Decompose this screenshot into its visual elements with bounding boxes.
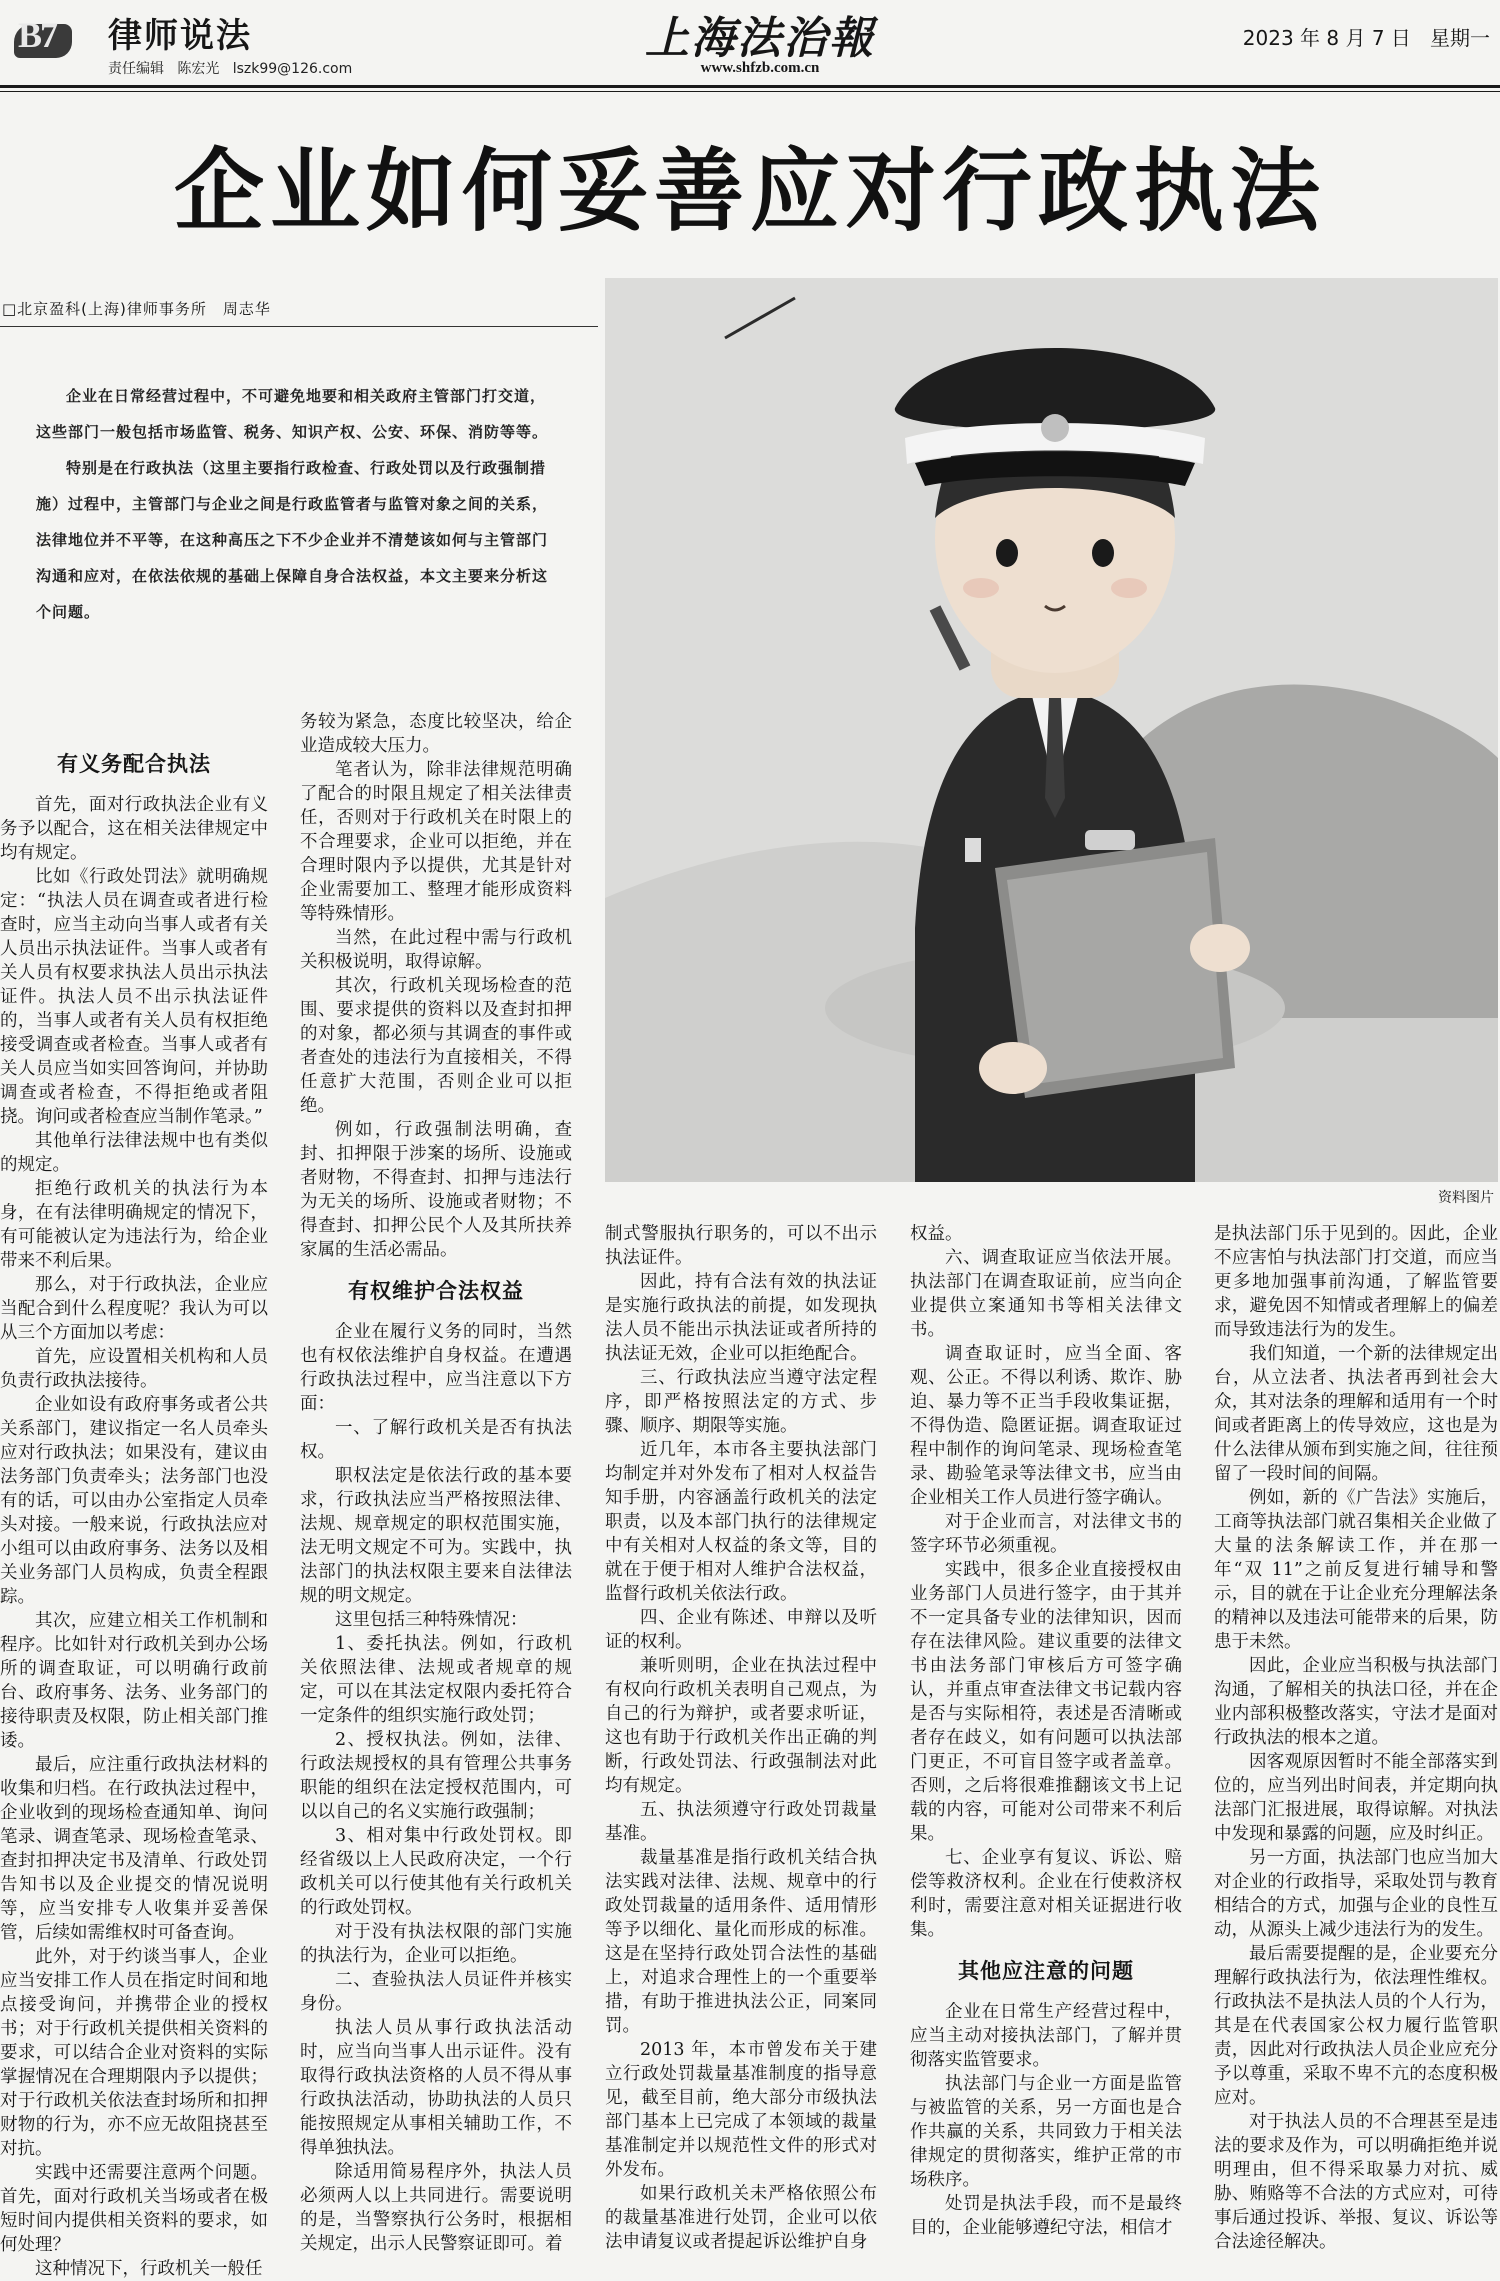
body-paragraph: 因客观原因暂时不能全部落实到位的，应当列出时间表，并定期向执法部门汇报进展，取得谅解。对执法中发现和暴露的问题，应及时纠正。 (1214, 1752, 1498, 1844)
body-paragraph: 其他单行法律法规中也有类似的规定。 (0, 1131, 268, 1175)
body-paragraph: 首先，面对行政执法企业有义务予以配合，这在相关法律规定中均有规定。 (0, 795, 268, 863)
body-paragraph: 对于执法人员的不合理甚至是违法的要求及作为，可以明确拒绝并说明理由，但不得采取暴力对抗、威胁、贿赂等不合法的方式应对，可待事后通过投诉、举报、复议、诉讼等合法途径解决。 (1214, 2112, 1498, 2252)
lead-paragraph: 特别是在行政执法（这里主要指行政检查、行政处罚以及行政强制措施）过程中，主管部门与企业之间是行政监管者与监管对象之间的关系，法律地位并不平等，在这种高压之下不少企业并不清楚该如何与主管部门沟通和应对，在依法依规的基础上保障自身合法权益，本文主要来分析这个问题。 (36, 459, 549, 621)
header-rule-thin (0, 91, 1500, 92)
body-paragraph: 最后需要提醒的是，企业要充分理解行政执法行为，依法理性维权。行政执法不是执法人员的个人行为，其是在代表国家公权力履行监管职责，因此对行政执法人员企业应充分予以尊重，采取不卑不亢的态度积极应对。 (1214, 1944, 1498, 2108)
body-paragraph: 另一方面，执法部门也应当加大对企业的行政指导，采取处罚与教育相结合的方式，加强与企业的良性互动，从源头上减少违法行为的发生。 (1214, 1848, 1498, 1940)
body-paragraph: 裁量基准是指行政机关结合执法实践对法律、法规、规章中的行政处罚裁量的适用条件、适用情形等予以细化、量化而形成的标准。这是在坚持行政处罚合法性的基础上，对追求合理性上的一个重要举措，有助于推进执法公正，同案同罚。 (605, 1848, 877, 2036)
body-paragraph: 执法部门与企业一方面是监管与被监管的关系，另一方面也是合作共赢的关系，共同致力于相关法律规定的贯彻落实，维护正常的市场秩序。 (910, 2074, 1182, 2190)
section-heading: 有义务配合执法 (57, 752, 211, 776)
body-paragraph: 此外，对于约谈当事人，企业应当安排工作人员在指定时间和地点接受询问，并携带企业的授权书；对于行政机关提供相关资料的要求，可以结合企业对资料的实际掌握情况在合理期限内予以提供；对于行政机关依法查封场所和扣押财物的行为，亦不应无故阻挠甚至对抗。 (0, 1947, 268, 2159)
page-number: B7 (18, 15, 57, 55)
section-heading: 其他应注意的问题 (958, 1959, 1134, 1983)
body-paragraph: 比如《行政处罚法》就明确规定：“执法人员在调查或者进行检查时，应当主动向当事人或者有关人员出示执法证件。当事人或者有关人员有权要求执法人员出示执法证件。执法人员不出示执法证件的，当事人或者有关人员有权拒绝接受调查或者检查。当事人或者有关人员应当如实回答询问，并协助调查或者检查，不得拒绝或者阻挠。询问或者检查应当制作笔录。” (0, 867, 268, 1127)
body-paragraph: 这里包括三种特殊情况： (335, 1610, 528, 1630)
body-paragraph: 制式警服执行职务的，可以不出示执法证件。 (605, 1224, 877, 1268)
body-paragraph: 当然，在此过程中需与行政机关积极说明，取得谅解。 (300, 928, 572, 972)
body-paragraph: 处罚是执法手段，而不是最终目的，企业能够遵纪守法，相信才 (910, 2194, 1182, 2238)
body-paragraph: 2、授权执法。例如，法律、行政法规授权的具有管理公共事务职能的组织在法定授权范围内，可以以自己的名义实施行政强制； (300, 1730, 572, 1822)
body-paragraph: 七、企业享有复议、诉讼、赔偿等救济权利。企业在行使救济权利时，需要注意对相关证据进行收集。 (910, 1848, 1182, 1940)
body-paragraph: 权益。 (910, 1224, 963, 1244)
photo-credit: 资料图片 (1438, 1190, 1494, 1206)
body-paragraph: 因此，企业应当积极与执法部门沟通，了解相关的执法口径，并在企业内部积极整改落实，守法才是面对行政执法的根本之道。 (1214, 1656, 1498, 1748)
body-paragraph: 例如，行政强制法明确，查封、扣押限于涉案的场所、设施或者财物，不得查封、扣押与违法行为无关的场所、设施或者财物；不得查封、扣押公民个人及其所扶养家属的生活必需品。 (300, 1120, 572, 1260)
body-paragraph: 实践中，很多企业直接授权由业务部门人员进行签字，由于其并不一定具备专业的法律知识，因而存在法律风险。建议重要的法律文书由法务部门审核后方可签字确认，并重点审查法律文书记载内容是否与实际相符，表述是否清晰或者存在歧义，如有问题可以执法部门更正，不可盲目签字或者盖章。否则，之后将很难推翻该文书上记载的内容，可能对公司带来不利后果。 (910, 1560, 1182, 1844)
article-headline: 企业如何妥善应对行政执法 (174, 139, 1326, 244)
editor-name: 陈宏光 (177, 61, 220, 77)
body-paragraph: 笔者认为，除非法律规范明确了配合的时限且规定了相关法律责任，否则对于行政机关在时限上的不合理要求，企业可以拒绝，并在合理时限内予以提供，尤其是针对企业需要加工、整理才能形成资料等特殊情形。 (300, 760, 572, 924)
body-paragraph: 三、行政执法应当遵守法定程序，即严格按照法定的方式、步骤、顺序、期限等实施。 (605, 1368, 877, 1436)
header-rule (0, 85, 1500, 88)
body-paragraph: 其次，应建立相关工作机制和程序。比如针对行政机关到办公场所的调查取证，可以明确行政前台、政府事务、法务、业务部门的接待职责及权限，防止相关部门推诿。 (0, 1611, 268, 1751)
body-paragraph: 首先，应设置相关机构和人员负责行政执法接待。 (0, 1347, 268, 1391)
body-paragraph: 因此，持有合法有效的执法证是实施行政执法的前提，如发现执法人员不能出示执法证或者所持的执法证无效，企业可以拒绝配合。 (605, 1272, 877, 1364)
editor-line (108, 58, 352, 78)
body-paragraph: 执法人员从事行政执法活动时，应当向当事人出示证件。没有取得行政执法资格的人员不得从事行政执法活动，协助执法的人员只能按照规定从事相关辅助工作，不得单独执法。 (300, 2018, 572, 2158)
body-paragraph: 3、相对集中行政处罚权。即经省级以上人民政府决定，一个行政机关可以行使其他有关行政机关的行政处罚权。 (300, 1826, 572, 1918)
body-paragraph: 六、调查取证应当依法开展。执法部门在调查取证前，应当向企业提供立案通知书等相关法律文书。 (910, 1248, 1182, 1340)
body-paragraph: 对于企业而言，对法律文书的签字环节必须重视。 (910, 1512, 1182, 1556)
byline-rule (0, 326, 598, 327)
body-paragraph: 实践中还需要注意两个问题。首先，面对行政机关当场或者在极短时间内提供相关资料的要求，如何处理？ (0, 2163, 268, 2255)
body-paragraph: 最后，应注重行政执法材料的收集和归档。在行政执法过程中，企业收到的现场检查通知单、询问笔录、调查笔录、现场检查笔录、查封扣押决定书及清单、行政处罚告知书以及企业提交的情况说明等，应当安排专人收集并妥善保管，后续如需维权时可备查询。 (0, 1755, 268, 1943)
body-paragraph: 例如，新的《广告法》实施后，工商等执法部门就召集相关企业做了大量的法条解读工作，并在那一年“双 11”之前反复进行辅导和警示，目的就在于让企业充分理解法条的精神以及违法可能带来的后果，防患于未然。 (1214, 1488, 1498, 1652)
police-officer-illustration (605, 278, 1498, 1182)
page-number-badge (14, 15, 74, 56)
body-paragraph: 职权法定是依法行政的基本要求，行政执法应当严格按照法律、法规、规章规定的职权范围实施，法无明文规定不可为。实践中，执法部门的执法权限主要来自法律法规的明文规定。 (300, 1466, 572, 1606)
body-paragraph: 四、企业有陈述、申辩以及听证的权利。 (605, 1608, 877, 1652)
body-paragraph: 这种情况下，行政机关一般任 (35, 2259, 263, 2279)
weekday-text: 星期一 (1430, 26, 1490, 50)
body-paragraph: 2013 年，本市曾发布关于建立行政处罚裁量基准制度的指导意见，截至目前，绝大部分市级执法部门基本上已完成了本领域的裁量基准制定并以规范性文件的形式对外发布。 (605, 2040, 877, 2180)
article-illustration (605, 278, 1498, 1182)
body-paragraph: 其次，行政机关现场检查的范围、要求提供的资料以及查封扣押的对象，都必须与其调查的事件或者查处的违法行为直接相关，不得任意扩大范围，否则企业可以拒绝。 (300, 976, 572, 1116)
body-paragraph: 那么，对于行政执法，企业应当配合到什么程度呢？我认为可以从三个方面加以考虑： (0, 1275, 268, 1343)
body-paragraph: 兼听则明，企业在执法过程中有权向行政机关表明自己观点，为自己的行为辩护，或者要求听证，这也有助于行政机关作出正确的判断，行政处罚法、行政强制法对此均有规定。 (605, 1656, 877, 1796)
article-column-1 (0, 735, 268, 2279)
date-text: 2023 年 8 月 7 日 (1242, 26, 1411, 50)
lead-paragraph: 企业在日常经营过程中，不可避免地要和相关政府主管部门打交道，这些部门一般包括市场监管、税务、知识产权、公安、环保、消防等等。 (36, 387, 549, 441)
body-paragraph: 除适用简易程序外，执法人员必须两人以上共同进行。需要说明的是，当警察执行公务时，根据相关规定，出示人民警察证即可。着 (300, 2162, 572, 2254)
body-paragraph: 是执法部门乐于见到的。因此，企业不应害怕与执法部门打交道，而应当更多地加强事前沟通，了解监管要求，避免因不知情或者理解上的偏差而导致违法行为的发生。 (1214, 1224, 1498, 1340)
body-paragraph: 如果行政机关未严格依照公布的裁量基准进行处罚，企业可以依法申请复议或者提起诉讼维护自身 (605, 2184, 877, 2252)
body-paragraph: 我们知道，一个新的法律规定出台，从立法者、执法者再到社会大众，其对法条的理解和适用有一个时间或者距离上的传导效应，这也是为什么法律从颁布到实施之间，往往预留了一段时间的间隔。 (1214, 1344, 1498, 1484)
body-paragraph: 拒绝行政机关的执法行为本身，在有法律明确规定的情况下，有可能被认定为违法行为，给企业带来不利后果。 (0, 1179, 268, 1271)
body-paragraph: 五、执法须遵守行政处罚裁量基准。 (605, 1800, 877, 1844)
body-paragraph: 1、委托执法。例如，行政机关依照法律、法规或者规章的规定，可以在其法定权限内委托符合一定条件的组织实施行政处罚； (300, 1634, 572, 1726)
article-byline: □北京盈科(上海)律师事务所 周志华 (2, 300, 271, 318)
body-paragraph: 务较为紧急，态度比较坚决，给企业造成较大压力。 (300, 712, 572, 756)
body-paragraph: 调查取证时，应当全面、客观、公正。不得以利诱、欺诈、胁迫、暴力等不正当手段收集证据，不得伪造、隐匿证据。调查取证过程中制作的询问笔录、现场检查笔录、勘验笔录等法律文书，应当由企业相关工作人员进行签字确认。 (910, 1344, 1182, 1508)
issue-date (1243, 22, 1490, 51)
newspaper-logo: 上海法治報 (645, 13, 875, 64)
body-paragraph: 一、了解行政机关是否有执法权。 (300, 1418, 572, 1462)
article-lead (36, 378, 550, 630)
section-title: 律师说法 (108, 16, 252, 56)
article-column-5 (1214, 1222, 1498, 2252)
newspaper-url: www.shfzb.com.cn (700, 60, 820, 76)
body-paragraph: 企业在日常生产经营过程中，应当主动对接执法部门，了解并贯彻落实监管要求。 (910, 2002, 1182, 2070)
body-paragraph: 二、查验执法人员证件并核实身份。 (300, 1970, 572, 2014)
section-heading: 有权维护合法权益 (348, 1279, 524, 1303)
editor-email: lszk99@126.com (232, 61, 353, 77)
body-paragraph: 近几年，本市各主要执法部门均制定并对外发布了相对人权益告知手册，内容涵盖行政机关的法定职责，以及本部门执行的法律规定中有关相对人权益的条文等，目的就在于便于相对人维护合法权益，监督行政机关依法行政。 (605, 1440, 877, 1604)
body-paragraph: 企业如设有政府事务或者公共关系部门，建议指定一名人员牵头应对行政执法；如果没有，建议由法务部门负责牵头；法务部门也没有的话，可以由办公室指定人员牵头对接。一般来说，行政执法应对小组可以由政府事务、法务以及相关业务部门人员构成，负责全程跟踪。 (0, 1395, 268, 1607)
article-column-3 (605, 1222, 877, 2252)
article-column-4 (910, 1222, 1182, 2238)
editor-label: 责任编辑 (108, 61, 164, 77)
article-column-2 (300, 710, 572, 2254)
body-paragraph: 企业在履行义务的同时，当然也有权依法维护自身权益。在遭遇行政执法过程中，应当注意以下方面： (300, 1322, 572, 1414)
body-paragraph: 对于没有执法权限的部门实施的执法行为，企业可以拒绝。 (300, 1922, 572, 1966)
